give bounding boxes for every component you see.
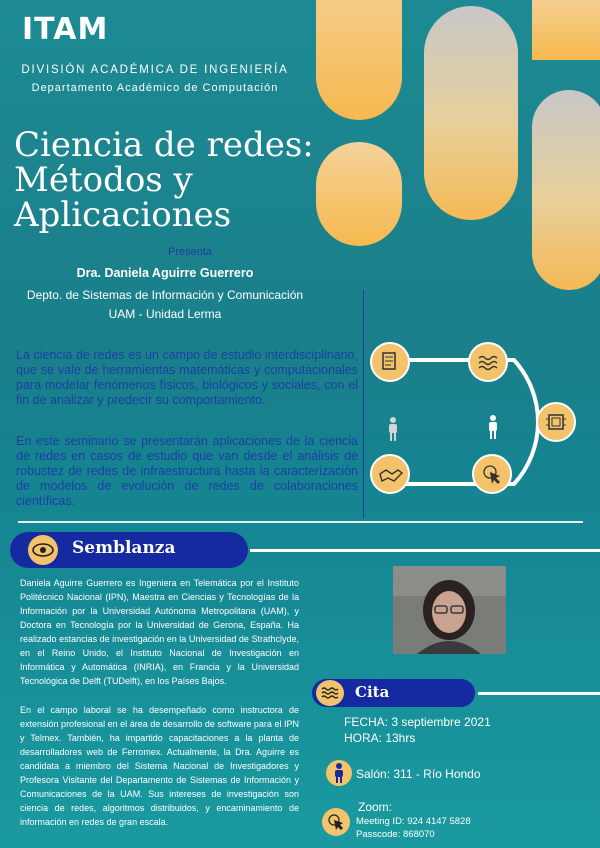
person-icon xyxy=(386,416,400,442)
section-divider xyxy=(250,549,600,552)
waves-icon xyxy=(316,680,344,706)
event-title: Ciencia de redes: Métodos y Aplicaciones xyxy=(14,125,314,235)
cita-label: Cita xyxy=(355,683,390,701)
abstract-paragraph-2: En este seminario se presentarán aplicaciones de la ciencia de redes en casos de estudio que van desde el análisis de robustez de redes de infraestructura hasta la caracterización de modelos de evolución de redes de colaboraciones científicas. xyxy=(16,434,358,508)
section-divider xyxy=(478,692,600,695)
speaker-photo xyxy=(393,566,506,654)
presenta-label: Presenta xyxy=(167,246,213,258)
cursor-click-icon xyxy=(472,454,512,494)
speaker-affiliation: Depto. de Sistemas de Información y Comunicación xyxy=(26,288,304,302)
speaker-unit: UAM - Unidad Lerma xyxy=(108,307,222,321)
waves-icon xyxy=(468,342,508,382)
event-time: HORA: 13hrs xyxy=(344,731,416,745)
section-divider xyxy=(18,521,583,523)
person-icon xyxy=(326,760,352,786)
abstract-paragraph-1: La ciencia de redes es un campo de estudio interdisciplinario, que se vale de herramientas matemáticas y computacionales para modelar fenómenos físicos, biológicos y sociales, con el fin de analizar y predecir su comportamiento. xyxy=(16,348,358,407)
document-icon xyxy=(370,342,410,382)
speaker-name: Dra. Daniela Aguirre Guerrero xyxy=(76,266,254,280)
semblanza-label: Semblanza xyxy=(72,538,176,558)
bio-paragraph-2: En el campo laboral se ha desempeñado como instructora de extensión profesional en el área de desarrollo de software para el IPN y Telmex. También, ha impartido capacitaciones a la planta de desarrolladores web de Ferromex. Actualmente, la Dra. Aguirre es candidata a miembro del Sistema Nacional de Investigadores y Profesora Visitante del Departamento de Sistemas de Información y Comunicaciones de la UAM. Sus intereses de investigación son ciencia de redes, algoritmos distribuidos, y encaminamiento de información en redes de gran escala. xyxy=(20,705,299,827)
person-icon xyxy=(486,414,500,440)
eye-icon xyxy=(28,535,58,565)
itam-logo: ITAM xyxy=(22,12,109,47)
cursor-click-icon xyxy=(322,808,350,836)
chip-icon xyxy=(536,402,576,442)
zoom-meeting-id: Meeting ID: 924 4147 5828 xyxy=(356,816,471,827)
zoom-passcode: Passcode: 868070 xyxy=(356,829,435,840)
department-name: Departamento Académico de Computación xyxy=(31,82,279,94)
division-name: DIVISIÓN ACADÉMICA DE INGENIERÍA xyxy=(21,64,289,76)
event-date: FECHA: 3 septiembre 2021 xyxy=(344,715,491,729)
bio-paragraph-1: Daniela Aguirre Guerrero es Ingeniera en Telemática por el Instituto Politécnico Nacional (IPN), Maestra en Ciencias y Tecnologías de la Información por la Universidad Autónoma Metropolitana (UAM), y Doctora en Tecnología por la Universidad de Gerona, España. Ha realizado estancias de investigación en la Universidad de Strathclyde, en el Reino Unido, el Instituto Nacional de Investigación en Informática y Automática (INRIA), en Francia y la Universidad Tecnológica de Delft (TUDelft), en los Países Bajos. xyxy=(20,578,299,686)
handshake-icon xyxy=(370,454,410,494)
zoom-label: Zoom: xyxy=(358,800,393,814)
event-room: Salón: 311 - Río Hondo xyxy=(356,767,481,781)
